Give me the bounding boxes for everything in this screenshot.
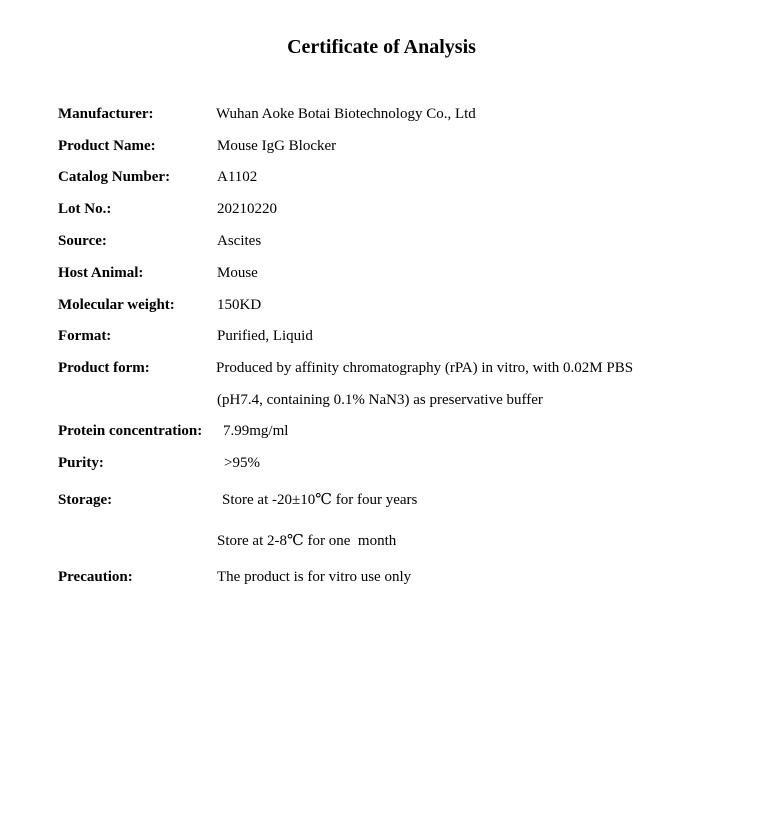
precaution-value: The product is for vitro use only bbox=[217, 569, 412, 585]
catalog-number-value: A1102 bbox=[217, 169, 258, 185]
protein-concentration-value: 7.99mg/ml bbox=[223, 423, 289, 439]
host-animal-label: Host Animal: bbox=[58, 265, 144, 281]
catalog-number-label: Catalog Number: bbox=[58, 169, 171, 185]
purity-value: >95% bbox=[224, 455, 260, 471]
format-value: Purified, Liquid bbox=[217, 328, 313, 344]
source-value: Ascites bbox=[217, 233, 262, 249]
purity-label: Purity: bbox=[58, 455, 104, 471]
product-form-label: Product form: bbox=[58, 360, 150, 376]
product-name-label: Product Name: bbox=[58, 138, 156, 154]
host-animal-value: Mouse bbox=[217, 265, 258, 281]
molecular-weight-label: Molecular weight: bbox=[58, 297, 175, 313]
lot-no-label: Lot No.: bbox=[58, 201, 112, 217]
product-form-value-line2: (pH7.4, containing 0.1% NaN3) as preservative buffer bbox=[217, 392, 543, 408]
document-title: Certificate of Analysis bbox=[287, 36, 476, 58]
protein-concentration-label: Protein concentration: bbox=[58, 423, 203, 439]
storage-label: Storage: bbox=[58, 492, 113, 508]
precaution-label: Precaution: bbox=[58, 569, 133, 585]
manufacturer-label: Manufacturer: bbox=[58, 106, 154, 122]
product-form-value-line1: Produced by affinity chromatography (rPA) in vitro, with 0.02M PBS bbox=[216, 360, 634, 376]
format-label: Format: bbox=[58, 328, 112, 344]
storage-value-line2: Store at 2-8℃ for one month bbox=[217, 533, 397, 549]
molecular-weight-value: 150KD bbox=[217, 297, 262, 313]
lot-no-value: 20210220 bbox=[217, 201, 277, 217]
storage-value-line1: Store at -20±10℃ for four years bbox=[222, 492, 418, 508]
manufacturer-value: Wuhan Aoke Botai Biotechnology Co., Ltd bbox=[216, 106, 476, 122]
source-label: Source: bbox=[58, 233, 107, 249]
product-name-value: Mouse IgG Blocker bbox=[217, 138, 337, 154]
